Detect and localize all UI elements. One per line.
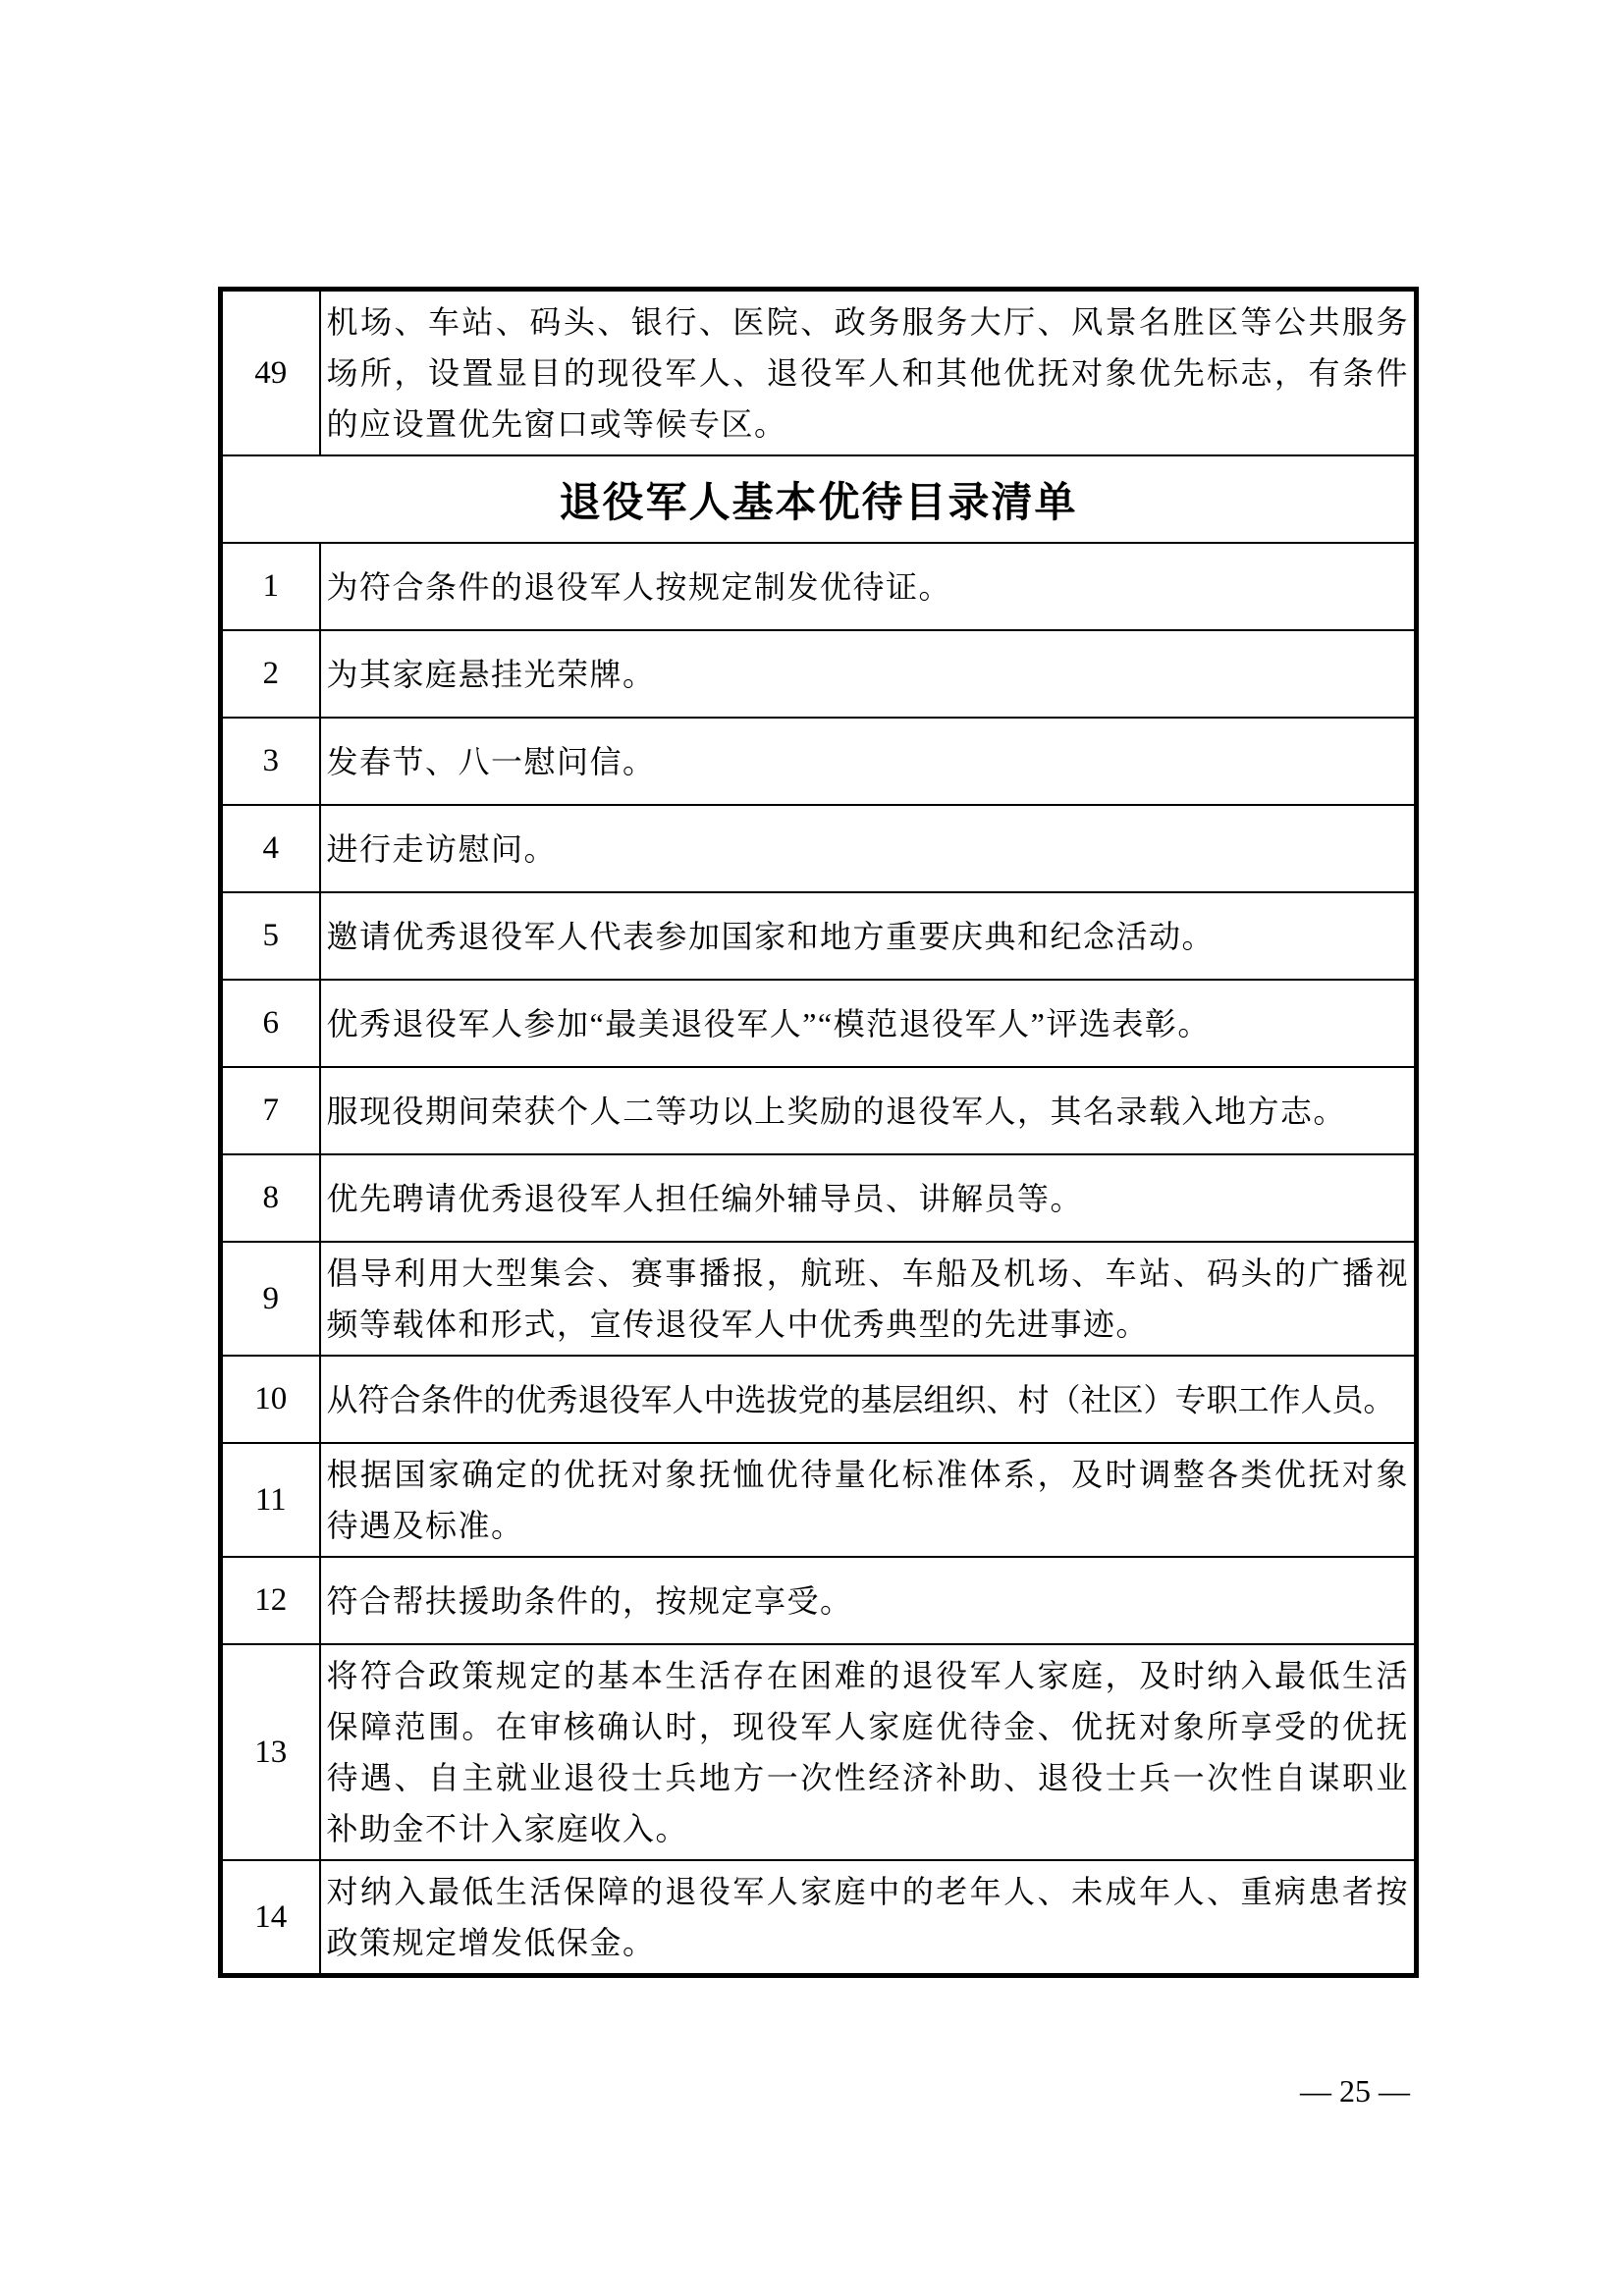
row-number-cell: 10 (221, 1356, 320, 1443)
row-text-cell: 优先聘请优秀退役军人担任编外辅导员、讲解员等。 (320, 1154, 1417, 1242)
row-number-cell: 49 (221, 290, 320, 456)
row-text-cell: 优秀退役军人参加“最美退役军人”“模范退役军人”评选表彰。 (320, 980, 1417, 1067)
row-text-cell: 根据国家确定的优抚对象抚恤优待量化标准体系，及时调整各类优抚对象待遇及标准。 (320, 1443, 1417, 1557)
table-section-header: 退役军人基本优待目录清单 (221, 455, 1417, 543)
table-row (221, 892, 1417, 980)
row-text-cell: 服现役期间荣获个人二等功以上奖励的退役军人，其名录载入地方志。 (320, 1067, 1417, 1154)
row-text-cell: 对纳入最低生活保障的退役军人家庭中的老年人、未成年人、重病患者按政策规定增发低保金。 (320, 1860, 1417, 1976)
row-number-cell: 4 (221, 805, 320, 892)
page-number: — 25 — (1300, 2073, 1410, 2109)
row-text-cell: 发春节、八一慰问信。 (320, 718, 1417, 805)
row-number-cell: 8 (221, 1154, 320, 1242)
row-number-cell: 3 (221, 718, 320, 805)
table-row (221, 630, 1417, 718)
row-text-cell: 符合帮扶援助条件的，按规定享受。 (320, 1557, 1417, 1644)
table-row (221, 718, 1417, 805)
table-row (221, 1557, 1417, 1644)
table-row (221, 455, 1417, 543)
table-row (221, 1242, 1417, 1356)
row-text-cell: 为符合条件的退役军人按规定制发优待证。 (320, 543, 1417, 630)
row-text-cell: 倡导利用大型集会、赛事播报，航班、车船及机场、车站、码头的广播视频等载体和形式，宣传退役军人中优秀典型的先进事迹。 (320, 1242, 1417, 1356)
row-text-cell: 进行走访慰问。 (320, 805, 1417, 892)
table-row (221, 1644, 1417, 1860)
table-row (221, 1154, 1417, 1242)
table-row (221, 980, 1417, 1067)
row-text-cell: 为其家庭悬挂光荣牌。 (320, 630, 1417, 718)
table-row (221, 1067, 1417, 1154)
row-number-cell: 12 (221, 1557, 320, 1644)
row-number-cell: 5 (221, 892, 320, 980)
row-text-cell: 将符合政策规定的基本生活存在困难的退役军人家庭，及时纳入最低生活保障范围。在审核确认时，现役军人家庭优待金、优抚对象所享受的优抚待遇、自主就业退役士兵地方一次性经济补助、退役士兵一次性自谋职业补助金不计入家庭收入。 (320, 1644, 1417, 1860)
table-row (221, 1443, 1417, 1557)
table-row (221, 1356, 1417, 1443)
table-row (221, 805, 1417, 892)
row-text-cell: 从符合条件的优秀退役军人中选拔党的基层组织、村（社区）专职工作人员。 (320, 1356, 1417, 1443)
row-number-cell: 13 (221, 1644, 320, 1860)
row-number-cell: 1 (221, 543, 320, 630)
row-number-cell: 6 (221, 980, 320, 1067)
row-text-cell: 邀请优秀退役军人代表参加国家和地方重要庆典和纪念活动。 (320, 892, 1417, 980)
table-row (221, 543, 1417, 630)
table-row (221, 1860, 1417, 1976)
row-number-cell: 11 (221, 1443, 320, 1557)
table-row (221, 290, 1417, 456)
row-number-cell: 7 (221, 1067, 320, 1154)
benefits-table (218, 287, 1419, 1978)
row-text-cell: 机场、车站、码头、银行、医院、政务服务大厅、风景名胜区等公共服务场所，设置显目的现役军人、退役军人和其他优抚对象优先标志，有条件的应设置优先窗口或等候专区。 (320, 290, 1417, 456)
row-number-cell: 9 (221, 1242, 320, 1356)
row-number-cell: 14 (221, 1860, 320, 1976)
row-number-cell: 2 (221, 630, 320, 718)
